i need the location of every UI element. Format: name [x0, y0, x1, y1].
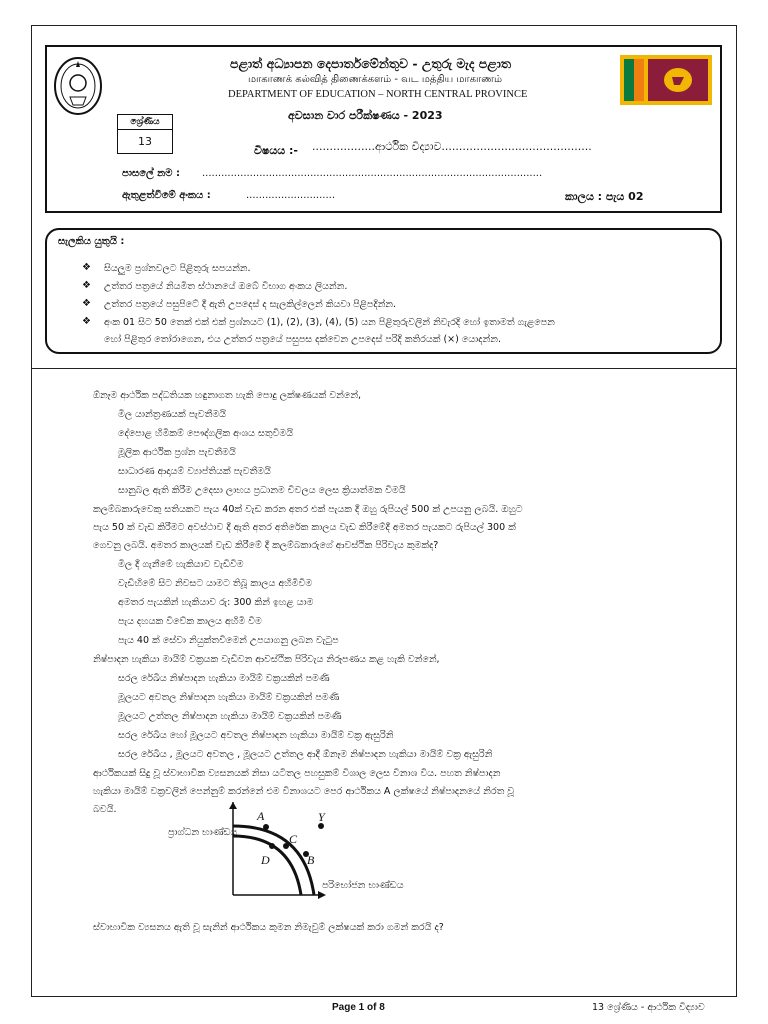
- q2-stem-line: ගෙවනු ලබයි. අමතර කාලයක් වැඩ කිරීමේ දී කලම්බකාරුගේ ආවස්ථික පිරිවැය කුමක්ද?: [93, 540, 439, 551]
- instruction-item: උත්තර පත්‍රයේ පසුපිටේ දී ඇති උපදෙස් ද සැලකිල්ලෙන් කියවා පිළිපදින්න.: [104, 299, 397, 310]
- header-title-si: පළාත් අධ්‍යාපන දෙපාර්තමේන්තුව - උතුරු මැද පළාත: [230, 56, 512, 71]
- q4-question: ස්වාභාවික ව්‍යසනය ඇති වූ සැනින් ආර්ථිකය කුමන නිමැවුම් ලක්ෂයක් කරා ගමන් කරයි ද?: [93, 922, 444, 933]
- grade-value: 13: [138, 135, 152, 148]
- q2-option[interactable]: පැය දහයක විවේක කාලය අහිමි වීම: [118, 616, 262, 627]
- header-title-en: DEPARTMENT OF EDUCATION – NORTH CENTRAL PROVINCE: [228, 89, 528, 100]
- q1-option[interactable]: සාධාරණ ආදායම් ව්‍යාප්තියක් පැවතීමයි: [118, 466, 271, 477]
- x-axis-arrow-icon: [318, 891, 326, 899]
- q4-stem-line: බවයි.: [93, 804, 117, 815]
- q2-option[interactable]: මිල දී ගැනීමේ හැකියාව වැඩිවීම: [118, 559, 244, 570]
- emblem-icon: [52, 55, 104, 117]
- q1-option[interactable]: මිල යාන්ත්‍රණයක් පැවතීමයි: [118, 409, 227, 420]
- point-c-label: C: [289, 832, 298, 846]
- instruction-item: උත්තර පත්‍රයේ නියමිත ස්ථානයේ ඔබේ විභාග අංකය ලියන්න.: [104, 281, 348, 292]
- instructions-title: සැලකිය යුතුයි :: [58, 236, 125, 247]
- q3-option[interactable]: සරල රේඛීය හෝ මූලයට අවතල නිෂ්පාදන හැකියා මායිම් වක්‍ර ඇසුරිනි: [118, 730, 394, 741]
- footer-divider: [31, 996, 737, 997]
- point-a: [263, 824, 269, 830]
- q1-option[interactable]: සානුබල ඇති කිරීම උදෙසා ලාභය ප්‍රධානම චිවලය ලෙස ක්‍රියාත්මක වීමයි: [118, 485, 406, 496]
- q1-stem: ඕනෑම ආර්ථික පද්ධතියක හඳුනාගත හැකි පොදු ලක්ෂණයක් වන්නේ,: [93, 390, 362, 401]
- q1-option[interactable]: දේපොළ හිමිකම් පෞද්ගලික අංශය සතුවීමයි: [118, 428, 294, 439]
- ppf-diagram: [222, 796, 332, 900]
- school-name-field[interactable]: ...........................................................................................................: [202, 168, 543, 179]
- q2-option[interactable]: පැය 40 ක් සේවා නියුක්තවීමෙන් උපයාගනු ලබන වැටුප: [118, 635, 339, 646]
- bullet-icon: ❖: [82, 298, 91, 309]
- point-y-label: Y: [318, 810, 325, 824]
- q3-option[interactable]: සරල රේඛීය , මූලයට අවතල , මූලයට උත්තල ආදී ඕනෑම නිෂ්පාදන හැකියා මායිම් වක්‍ර ඇසුරිනි: [118, 749, 493, 760]
- chart-x-label: පරිභෝජන භාණ්ඩය: [322, 880, 404, 891]
- grade-label: ශ්‍රේණිය: [118, 115, 172, 130]
- subject-value: ..................ආර්ථික විද්‍යාව...........................................: [312, 140, 592, 153]
- grade-table: [117, 114, 173, 154]
- bullet-icon: ❖: [82, 262, 91, 273]
- point-d-label: D: [261, 853, 270, 867]
- q1-option[interactable]: මූලික ආර්ථික ප්‍රශ්න පැවතීමයි: [118, 447, 236, 458]
- chart-y-label: ප්‍රාග්ධන භාණ්ඩය: [168, 827, 238, 838]
- header-title-ta: மாகாணக் கல்வித் திணைக்களம் - வட மத்திய மாகாணம்: [248, 74, 503, 85]
- time-label: කාලය : පැය 02: [565, 190, 644, 203]
- point-d: [269, 843, 275, 849]
- q3-stem: නිෂ්පාදන හැකියා මායිම් වක්‍රයක වැඩිවන ආවස්ථික පිරිවැය නිරූපණය කළ හැකි වන්නේ,: [93, 654, 440, 665]
- page-number: Page 1 of 8: [332, 1002, 385, 1013]
- instruction-item-cont: හෝ පිළිතුර තෝරාගෙන, එය උත්තර පත්‍රයේ පසුපස දක්වෙන උපදෙස් පරිදි කතිරයක් (×) යොදන්න.: [104, 334, 501, 345]
- q2-option[interactable]: වැඩිහිමේ සිට නිවසට යාමට තිබූ කාලය අහිමිවීම: [118, 578, 313, 589]
- q2-stem-line: කලම්බකාරුවෙකු සතියකට පැය 40ක් වැඩ කරන අතර එක් පැයක දී ඔහු රුපියල් 500 ක් උපයනු ලබයි. ඔහුට: [93, 504, 523, 515]
- footer-subject: 13 ශ්‍රේණිය - ආර්ථික විද්‍යාව: [592, 1002, 705, 1013]
- index-number-field[interactable]: ............................: [246, 190, 336, 201]
- q2-option[interactable]: අමතර පැයකින් හැකියාව රු: 300 කින් ඉහළ යාම: [118, 597, 314, 608]
- q4-stem-line: ආර්ථිකයක් සිදු වූ ස්වාභාවික ව්‍යසනයක් නිසා යටිතල පහසුකම් විශාල ලෙස විනාශ විය. පහත නිෂ්පාදන: [93, 768, 501, 779]
- q3-option[interactable]: මූලයට උත්තල නිෂ්පාදන හැකියා මායිම් වක්‍රයකින් පමණි: [118, 711, 342, 722]
- sri-lanka-flag-icon: [620, 55, 712, 105]
- q4-stem-line: හැකියා මායිම් වක්‍රවලින් පෙන්නුම් කරන්නේ එම විනාශයට පෙර ආර්ථිකය A ලක්ෂයේ නිෂ්පාදනයේ නිරත වූ: [93, 786, 515, 797]
- bullet-icon: ❖: [82, 316, 91, 327]
- index-label: ඇතුළත්වීමේ අංකය :: [122, 190, 211, 201]
- q2-stem-line: පැය 50 ක් වැඩ කිරීමට අවස්ථාව දී ඇති අතර අතිරේක කාලය වැඩ කිරීමේදී අමතර පැයකට රුපියල් 300 ක්: [93, 522, 516, 533]
- school-label: පාසලේ නම :: [122, 168, 180, 179]
- instruction-item: අංක 01 සිට 50 තෙක් එක් එක් ප්‍රශ්නයට (1), (2), (3), (4), (5) යන පිළිතුරුවලින් නිවැරදි හෝ ඉතාමත් ගැළපෙන: [104, 317, 555, 328]
- section-divider: [31, 368, 737, 369]
- bullet-icon: ❖: [82, 280, 91, 291]
- point-b-label: B: [307, 853, 315, 867]
- exam-title: අවසාන වාර පරීක්ෂණය - 2023: [288, 109, 443, 122]
- point-a-label: A: [257, 809, 265, 823]
- subject-label: විෂයය :-: [254, 144, 298, 157]
- q3-option[interactable]: මූලයට අවතල නිෂ්පාදන හැකියා මායිම් වක්‍රයකින් පමණි: [118, 692, 340, 703]
- q3-option[interactable]: සරල රේඛීය නිෂ්පාදන හැකියා මායිම් වක්‍රයකින් පමණි: [118, 673, 330, 684]
- instruction-item: සියලුම ප්‍රශ්නවලට පිළිතුරු සපයන්න.: [104, 263, 251, 274]
- y-axis-arrow-icon: [229, 802, 237, 809]
